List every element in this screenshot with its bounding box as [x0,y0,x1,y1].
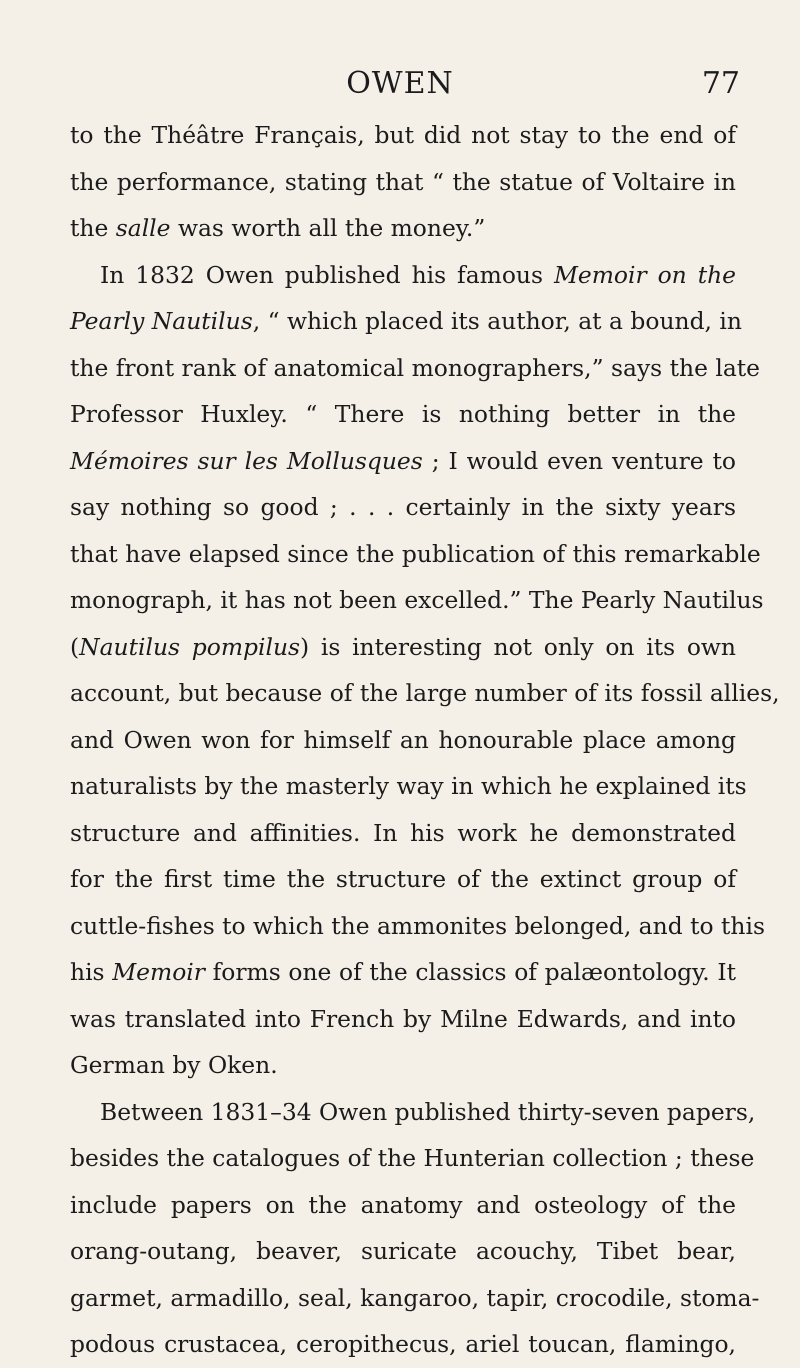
text-line [70,1135,755,1182]
text-line [70,949,736,996]
text-run: German by Oken. [70,1051,278,1079]
text-run: besides the catalogues of the Hunterian collection ; these [70,1144,755,1172]
text-run: for the first time the structure of the extinct group of [70,865,736,893]
text-run: the front rank of anatomical monographers,” says the late [70,353,761,382]
text-run: garmet, armadillo, seal, kangaroo, tapir, crocodile, stoma- [70,1283,760,1312]
text-run: cuttle-fishes to which the ammonites belonged, and to this [70,911,765,940]
text-line [70,345,761,392]
text-line [70,298,742,345]
page-number: 77 [701,66,740,101]
text-run: naturalists by the masterly way in which he explained its [70,772,747,800]
text-line [70,438,736,485]
running-head [0,66,800,106]
text-line [70,856,736,903]
text-line [70,391,736,438]
text-run: structure and affinities. In his work he demonstrated [70,818,736,847]
text-line [70,484,736,531]
text-run: monograph, it has not been excelled.” The Pearly Nautilus [70,586,764,614]
text-run: ( [70,632,80,661]
text-run: Between 1831–34 Owen published thirty-seven papers, [100,1097,756,1126]
text-line [70,1228,736,1275]
text-run: ; I would even venture to [422,446,736,475]
text-line [70,531,761,578]
text-run: his [70,958,113,986]
text-line [70,1042,736,1089]
text-line [70,112,736,159]
text-run: that have elapsed since the publication of this remarkable [70,539,761,568]
running-title: OWEN [346,66,454,101]
text-line [70,670,780,717]
text-line [70,1089,756,1136]
text-line [70,763,747,810]
italic-run: Memoir on the [553,260,736,289]
text-run: say nothing so good ; . . . certainly in the sixty years [70,493,736,521]
text-run: In 1832 Owen published his famous [100,260,554,289]
italic-run: Nautilus pompilus [79,632,301,661]
text-run: was translated into French by Milne Edwards, and into [70,1004,736,1033]
text-line [70,577,764,624]
text-run: and Owen won for himself an honourable place among [70,725,736,754]
italic-run: salle [115,214,171,242]
text-run: account, but because of the large number of its fossil allies, [70,679,780,707]
text-line [70,903,765,950]
text-run: ) is interesting not only on its own [300,632,736,661]
text-run: podous crustacea, ceropithecus, ariel toucan, flamingo, [70,1330,736,1358]
text-run: was worth all the money.” [170,214,486,242]
text-run: , “ which placed its author, at a bound, in [252,307,742,335]
italic-run: Mémoires sur les Mollusques [70,446,423,475]
text-line [70,1321,736,1368]
text-line [70,996,736,1043]
text-line [70,1182,736,1229]
text-run: Professor Huxley. “ There is nothing better in the [70,400,736,428]
text-line [70,717,736,764]
text-run: forms one of the classics of palæontology. It [204,958,736,986]
text-line [70,159,736,206]
italic-run: Memoir [112,958,205,986]
text-run: to the Théâtre Français, but did not stay to the end of [70,121,736,149]
text-line [70,624,736,671]
italic-run: Pearly Nautilus [70,307,253,335]
text-line [70,810,736,857]
text-line [70,252,736,299]
text-run: the performance, stating that “ the statue of Voltaire in [70,167,736,196]
text-line [70,205,736,252]
body-text [70,112,780,1368]
text-run: orang-outang, beaver, suricate acouchy, Tibet bear, [70,1237,736,1265]
text-run: include papers on the anatomy and osteology of the [70,1190,736,1219]
text-line [70,1275,760,1322]
text-run: the [70,214,116,242]
